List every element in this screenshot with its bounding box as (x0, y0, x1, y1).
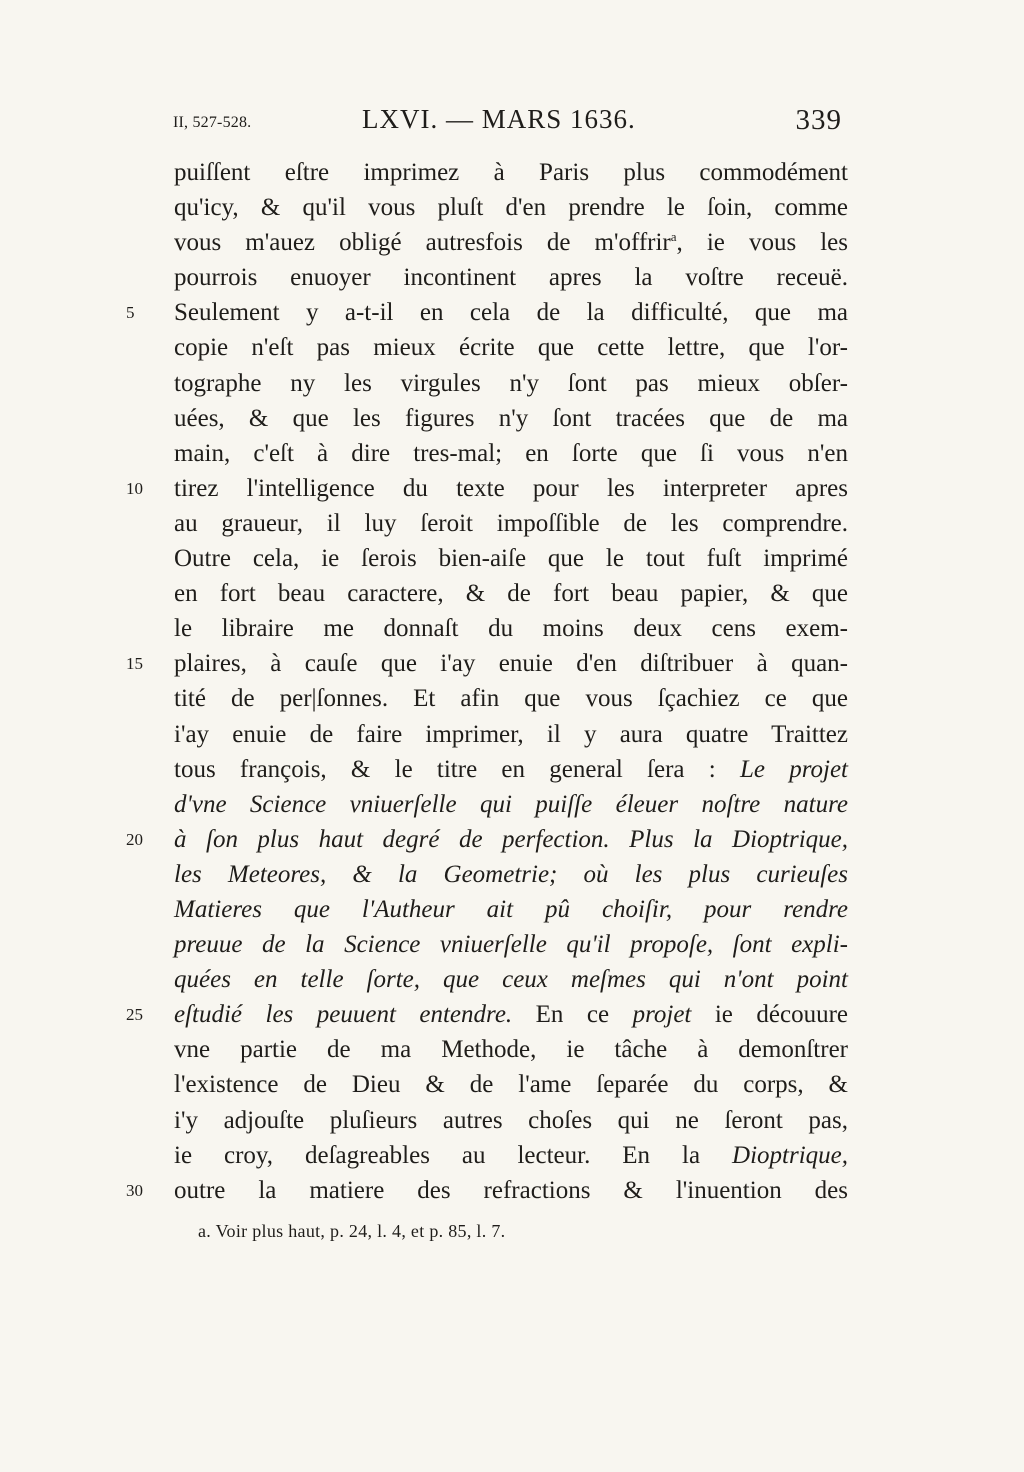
text-line-3: vous m'auez obligé autresfois de m'offrir$^a$, ie vous les (174, 229, 848, 257)
text-line-2: qu'icy, & qu'il vous pluſt d'en prendre le ſoin, comme (174, 194, 848, 222)
text-line-18: tous françois, & le titre en general ſera : Le projet (174, 755, 848, 783)
line-number: 25 (126, 1005, 143, 1025)
header-reference: II, 527-528. (173, 114, 252, 131)
text-line-5: 5 Seulement y a-t-il en cela de la difficulté, que ma (174, 295, 848, 330)
text-line-27: l'existence de Dieu & de l'ame ſeparée du corps, & (174, 1071, 848, 1099)
footnote: a. Voir plus haut, p. 24, l. 4, et p. 85, l. 7. (198, 1221, 506, 1241)
text-line-12: Outre cela, ie ſerois bien-aiſe que le tout fuſt imprimé (174, 545, 848, 573)
header-title: LXVI. — MARS 1636. (362, 104, 636, 134)
text-line-14: le libraire me donnaſt du moins deux cens exem- (174, 615, 848, 643)
text-line-29: ie croy, deſagreables au lecteur. En la Dioptrique, (174, 1141, 848, 1169)
text-line-20: 20 à ſon plus haut degré de perfection. Plus la Dioptrique, (174, 822, 848, 857)
text-line-6: copie n'eſt pas mieux écrite que cette lettre, que l'or- (174, 334, 848, 362)
text-line-22: Matieres que l'Autheur ait pû choiſir, pour rendre (174, 895, 848, 923)
text-line-4: pourrois enuoyer incontinent apres la voſtre receuë. (174, 264, 848, 292)
text-line-19: d'vne Science vniuerſelle qui puiſſe éleuer noſtre nature (174, 790, 848, 818)
line-number: 5 (126, 303, 135, 323)
line-number: 30 (126, 1180, 143, 1200)
text-line-9: main, c'eſt à dire tres-mal; en ſorte que ſi vous n'en (174, 439, 848, 467)
text-line-13: en fort beau caractere, & de fort beau papier, & que (174, 580, 848, 608)
main-text (126, 155, 848, 1208)
text-line-1: puiſſent eſtre imprimez à Paris plus commodément (174, 159, 848, 186)
text-line-24: quées en telle ſorte, que ceux meſmes qui n'ont point (174, 966, 848, 994)
text-line-11: au graueur, il luy ſeroit impoſſible de les comprendre. (174, 509, 848, 537)
text-line-26: vne partie de ma Methode, ie tâche à demonſtrer (174, 1036, 848, 1064)
text-line-8: uées, & que les figures n'y ſont tracées que de ma (174, 404, 848, 432)
text-line-7: tographe ny les virgules n'y ſont pas mieux obſer- (174, 369, 848, 397)
text-line-16: tité de per|ſonnes. Et afin que vous ſçachiez ce que (174, 685, 848, 713)
text-line-23: preuue de la Science vniuerſelle qu'il propoſe, ſont expli- (174, 931, 848, 959)
text-line-21: les Meteores, & la Geometrie; où les plus curieuſes (174, 860, 848, 888)
text-line-17: i'ay enuie de faire imprimer, il y aura quatre Traittez (174, 720, 848, 748)
line-number: 15 (126, 654, 143, 674)
page-number: 339 (795, 104, 842, 136)
text-line-10: 10 tirez l'intelligence du texte pour les interpreter apres (174, 471, 848, 506)
text-line-30: 30 outre la matiere des refractions & l'inuention des (174, 1173, 848, 1208)
line-number: 10 (126, 478, 143, 498)
text-line-25: 25 eſtudié les peuuent entendre. En ce projet ie découure (174, 997, 848, 1032)
text-line-15: 15 plaires, à cauſe que i'ay enuie d'en diſtribuer à quan- (174, 646, 848, 681)
footnote-marker: a (670, 229, 677, 245)
text-line-28: i'y adjouſte pluſieurs autres choſes qui ne ſeront pas, (174, 1106, 848, 1134)
page-header (170, 104, 850, 146)
line-number: 20 (126, 829, 143, 849)
